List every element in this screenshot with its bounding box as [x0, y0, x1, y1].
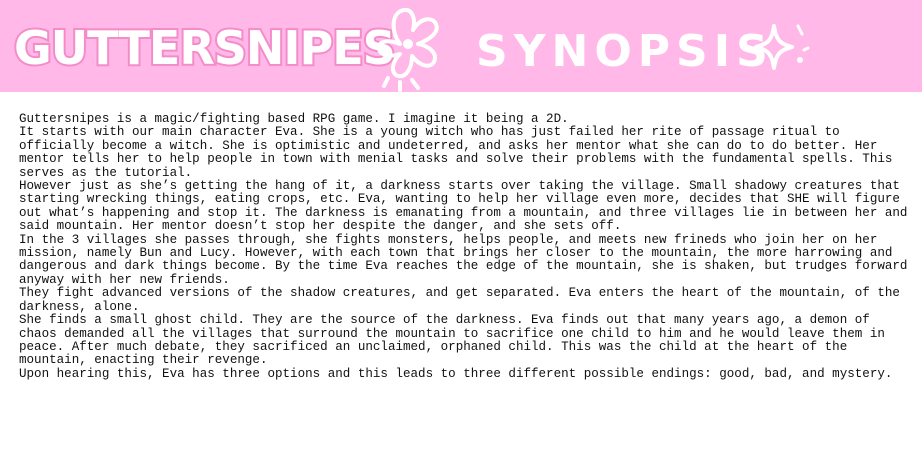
synopsis-paragraph: In the 3 villages she passes through, she fights monsters, helps people, and meets new frineds who join her on her mission, namely Bun and Lucy. However, with each town that brings her closer to the mountain, the more harrowing and dangerous and dark things become. By the time Eva reaches the edge of the mountain, she is shaken, but trudges forward anyway with her new friends.	[19, 232, 908, 287]
page-title: SYNOPSIS	[476, 26, 774, 77]
synopsis-paragraph: However just as she’s getting the hang of it, a darkness starts over taking the village. Small shadowy creatures that starting wrecking things, eating crops, etc. Eva, wanting to help her village even more, decides that SHE will figure out what’s happening and stop it. The darkness is emanating from a mountain, and three villages lie in between her and said mountain. Her mentor doesn’t stop her despite the danger, and she sets off.	[19, 179, 908, 234]
synopsis-text	[19, 113, 909, 381]
synopsis-paragraph: She finds a small ghost child. They are the source of the darkness. Eva finds out that many years ago, a demon of chaos demanded all the villages that surround the mountain to sacrifice one child to him and he would leave them in peace. After much debate, they sacrificed an unclaimed, orphaned child. This was the child at the heart of the mountain, enacting their revenge.	[19, 313, 885, 368]
synopsis-paragraph: They fight advanced versions of the shadow creatures, and get separated. Eva enters the heart of the mountain, of the darkness, alone.	[19, 286, 900, 314]
synopsis-paragraph: Guttersnipes is a magic/fighting based RPG game. I imagine it being a 2D.	[19, 112, 569, 126]
synopsis-paragraph: It starts with our main character Eva. She is a young witch who has just failed her rite of passage ritual to officially become a witch. She is optimistic and undeterred, and asks her mentor what she can do to do better. Her mentor tells her to help people in town with menial tasks and solve their problems with the fundamental spells. This serves as the tutorial.	[19, 125, 893, 180]
synopsis-paragraph: Upon hearing this, Eva has three options and this leads to three different possible endings: good, bad, and mystery.	[19, 366, 893, 381]
logo-text: GUTTERSNIPES	[14, 21, 395, 75]
sparkle-icon	[752, 20, 812, 76]
guttersnipes-logo	[8, 0, 448, 92]
header-banner	[0, 0, 922, 92]
